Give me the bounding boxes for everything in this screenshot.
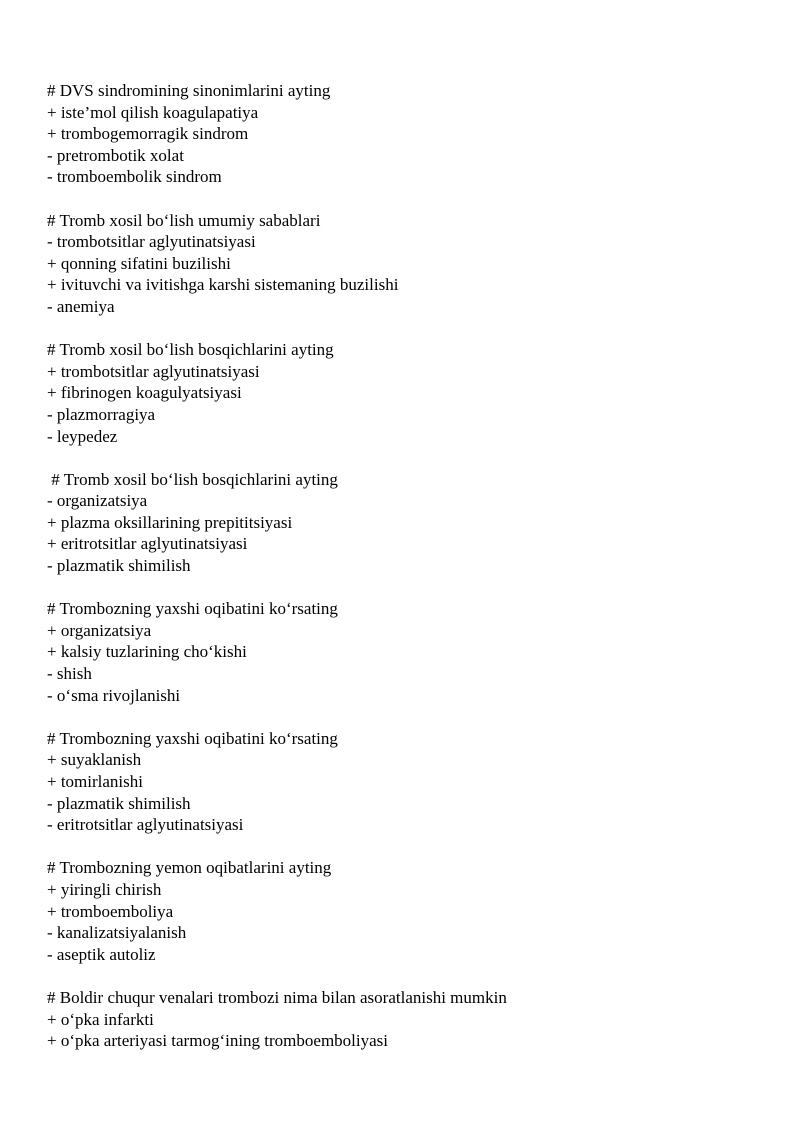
answer-option: + o‘pka arteriyasi tarmog‘ining tromboemboliyasi [47, 1031, 389, 1051]
question-text: # Trombozning yaxshi oqibatini ko‘rsating [47, 599, 338, 619]
answer-option: + ivituvchi va ivitishga karshi sistemaning buzilishi [47, 275, 399, 295]
question-block-3 [47, 339, 767, 447]
answer-option: - aseptik autoliz [47, 944, 156, 964]
document-page [47, 80, 767, 1073]
answer-option: - kanalizatsiyalanish [47, 923, 187, 943]
answer-option: + iste’mol qilish koagulapatiya [47, 102, 259, 122]
question-block-7 [47, 857, 767, 965]
question-text: # Tromb xosil bo‘lish umumiy sabablari [47, 210, 321, 230]
answer-option: + kalsiy tuzlarining cho‘kishi [47, 642, 247, 662]
question-block-5 [47, 598, 767, 706]
answer-option: + qonning sifatini buzilishi [47, 253, 231, 273]
question-block-1 [47, 80, 767, 188]
answer-option: - o‘sma rivojlanishi [47, 685, 181, 705]
question-text: # DVS sindromining sinonimlarini ayting [47, 81, 331, 100]
answer-option: + fibrinogen koagulyatsiyasi [47, 383, 242, 403]
answer-option: - eritrotsitlar aglyutinatsiyasi [47, 815, 244, 835]
answer-option: + tomirlanishi [47, 772, 143, 791]
answer-option: + suyaklanish [47, 750, 142, 770]
answer-option: - plazmatik shimilish [47, 556, 191, 576]
question-text: # Boldir chuqur venalari trombozi nima bilan asoratlanishi mumkin [47, 987, 507, 1007]
question-text: # Tromb xosil bo‘lish bosqichlarini ayting [47, 340, 334, 360]
answer-option: + eritrotsitlar aglyutinatsiyasi [47, 534, 248, 554]
question-block-8 [47, 987, 767, 1052]
answer-option: - tromboembolik sindrom [47, 167, 222, 187]
answer-option: + trombogemorragik sindrom [47, 124, 249, 144]
answer-option: - leypedez [47, 426, 118, 446]
answer-option: - pretrombotik xolat [47, 145, 184, 165]
answer-option: + organizatsiya [47, 620, 152, 640]
question-text: # Tromb xosil bo‘lish bosqichlarini ayting [47, 469, 338, 489]
answer-option: + yiringli chirish [47, 879, 162, 899]
answer-option: - plazmorragiya [47, 404, 156, 424]
question-block-4 [47, 469, 767, 577]
answer-option: - anemiya [47, 296, 115, 316]
answer-option: + o‘pka infarkti [47, 1009, 154, 1029]
question-block-2 [47, 210, 767, 318]
question-text: # Trombozning yemon oqibatlarini ayting [47, 858, 332, 878]
answer-option: + tromboemboliya [47, 901, 174, 921]
answer-option: - organizatsiya [47, 491, 148, 511]
question-text: # Trombozning yaxshi oqibatini ko‘rsating [47, 728, 338, 748]
question-block-6 [47, 728, 767, 836]
answer-option: - trombotsitlar aglyutinatsiyasi [47, 232, 256, 252]
answer-option: - plazmatik shimilish [47, 793, 191, 813]
answer-option: + plazma oksillarining prepititsiyasi [47, 512, 293, 532]
answer-option: + trombotsitlar aglyutinatsiyasi [47, 361, 260, 381]
answer-option: - shish [47, 664, 92, 684]
